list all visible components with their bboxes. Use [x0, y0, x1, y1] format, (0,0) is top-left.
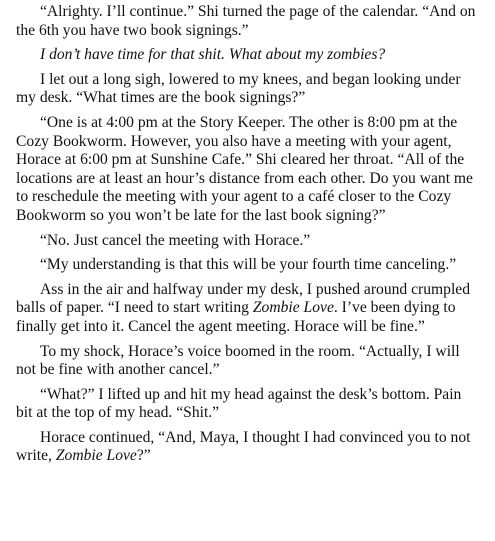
paragraph-text: “What?” I lifted up and hit my head against the desk’s bottom. Pain bit at the top of my head. “Shit.”	[16, 385, 462, 422]
paragraph-10	[16, 429, 481, 466]
paragraph-9	[16, 386, 481, 423]
paragraph-text: I let out a long sigh, lowered to my knees, and began looking under my desk. “What times are the book signings?”	[16, 70, 461, 107]
paragraph-text: “My understanding is that this will be your fourth time canceling.”	[40, 256, 457, 274]
paragraph-italic-thought: I don’t have time for that shit. What about my zombies?	[40, 46, 386, 64]
paragraph-1	[16, 3, 481, 40]
paragraph-8	[16, 343, 481, 380]
paragraph-text: Ass in the air and halfway under my desk, I pushed around crumpled balls of paper. “I need to start writing	[16, 280, 471, 317]
paragraph-text: To my shock, Horace’s voice boomed in the room. “Actually, I will not be fine with another cancel.”	[16, 342, 460, 379]
paragraph-text: Horace continued, “And, Maya, I thought I had convinced you to not write,	[16, 428, 471, 465]
paragraph-6	[16, 256, 481, 275]
paragraph-5	[16, 232, 481, 251]
book-title-italic: Zombie Love	[55, 447, 137, 465]
paragraph-text: “Alrighty. I’ll continue.” Shi turned the page of the calendar. “And on the 6th you have two book signings.”	[16, 3, 476, 39]
paragraph-text: . I’ve been dying to finally get into it. Cancel the agent meeting. Horace will be fine.”	[16, 299, 456, 335]
paragraph-7	[16, 281, 481, 337]
paragraph-text: ?”	[136, 447, 151, 465]
paragraph-3	[16, 71, 481, 108]
paragraph-text: “No. Just cancel the meeting with Horace.”	[40, 231, 311, 249]
book-title-italic: Zombie Love	[252, 299, 334, 317]
paragraph-2	[16, 46, 481, 65]
paragraph-4	[16, 114, 481, 226]
paragraph-text: “One is at 4:00 pm at the Story Keeper. The other is 8:00 pm at the Cozy Bookworm. However, you also have a meeting with your agent, Horace at 6:00 pm at Sunshine Cafe.” Shi cleared her throat. “All of the locations are at least an hour’s distance from each other. Do you want me to reschedule the meeting with your agent to a café closer to the Cozy Bookworm so you won’t be late for the last book signing?”	[16, 113, 473, 224]
